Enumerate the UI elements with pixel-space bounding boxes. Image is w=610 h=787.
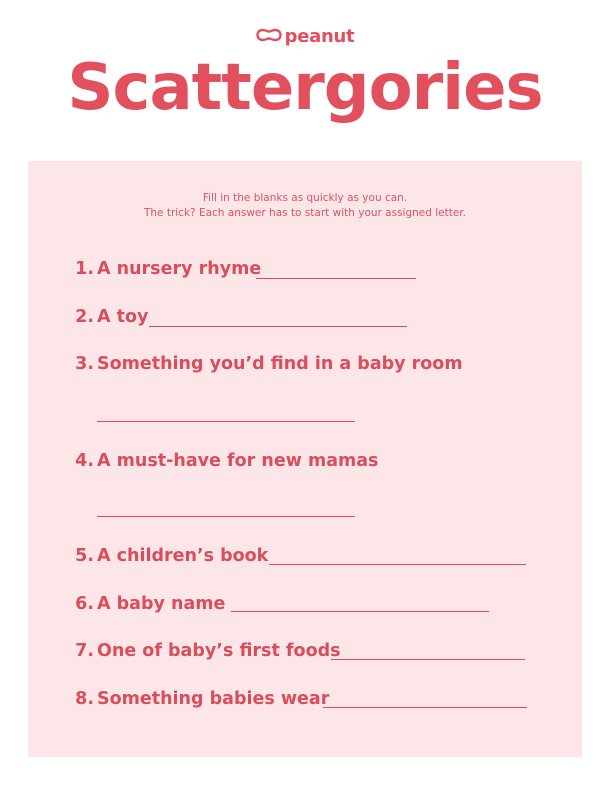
question-text: Something babies wear xyxy=(97,689,330,709)
question-text: A toy xyxy=(97,307,149,327)
instructions-line-2: The trick? Each answer has to start with your assigned letter. xyxy=(143,207,467,219)
answer-blank-8[interactable] xyxy=(323,707,527,708)
brand-name: peanut xyxy=(284,26,355,47)
answer-blank-5[interactable] xyxy=(269,564,526,565)
question-text: A children’s book xyxy=(97,546,269,566)
question-text: Something you’d find in a baby room xyxy=(97,354,463,374)
brand-logo xyxy=(0,26,610,47)
question-number: 4. xyxy=(75,451,94,471)
answer-blank-3[interactable] xyxy=(97,421,355,422)
answer-blank-6[interactable] xyxy=(231,611,489,612)
question-number: 1. xyxy=(75,259,94,279)
answer-blank-4[interactable] xyxy=(97,516,355,517)
answer-blank-7[interactable] xyxy=(331,659,525,660)
question-text: One of baby’s first foods xyxy=(97,641,341,661)
question-text: A must-have for new mamas xyxy=(97,451,379,471)
question-number: 8. xyxy=(75,689,94,709)
peanut-logo-icon xyxy=(256,27,282,46)
answer-blank-2[interactable] xyxy=(149,326,407,327)
instructions xyxy=(28,191,582,221)
question-number: 5. xyxy=(75,546,94,566)
instructions-line-1: Fill in the blanks as quickly as you can. xyxy=(202,192,408,204)
question-number: 6. xyxy=(75,594,94,614)
page-title: Scattergories xyxy=(67,51,543,125)
question-text: A nursery rhyme xyxy=(97,259,262,279)
question-number: 2. xyxy=(75,307,94,327)
question-number: 7. xyxy=(75,641,94,661)
game-card xyxy=(28,161,582,757)
question-number: 3. xyxy=(75,354,94,374)
answer-blank-1[interactable] xyxy=(256,278,416,279)
question-text: A baby name xyxy=(97,594,226,614)
